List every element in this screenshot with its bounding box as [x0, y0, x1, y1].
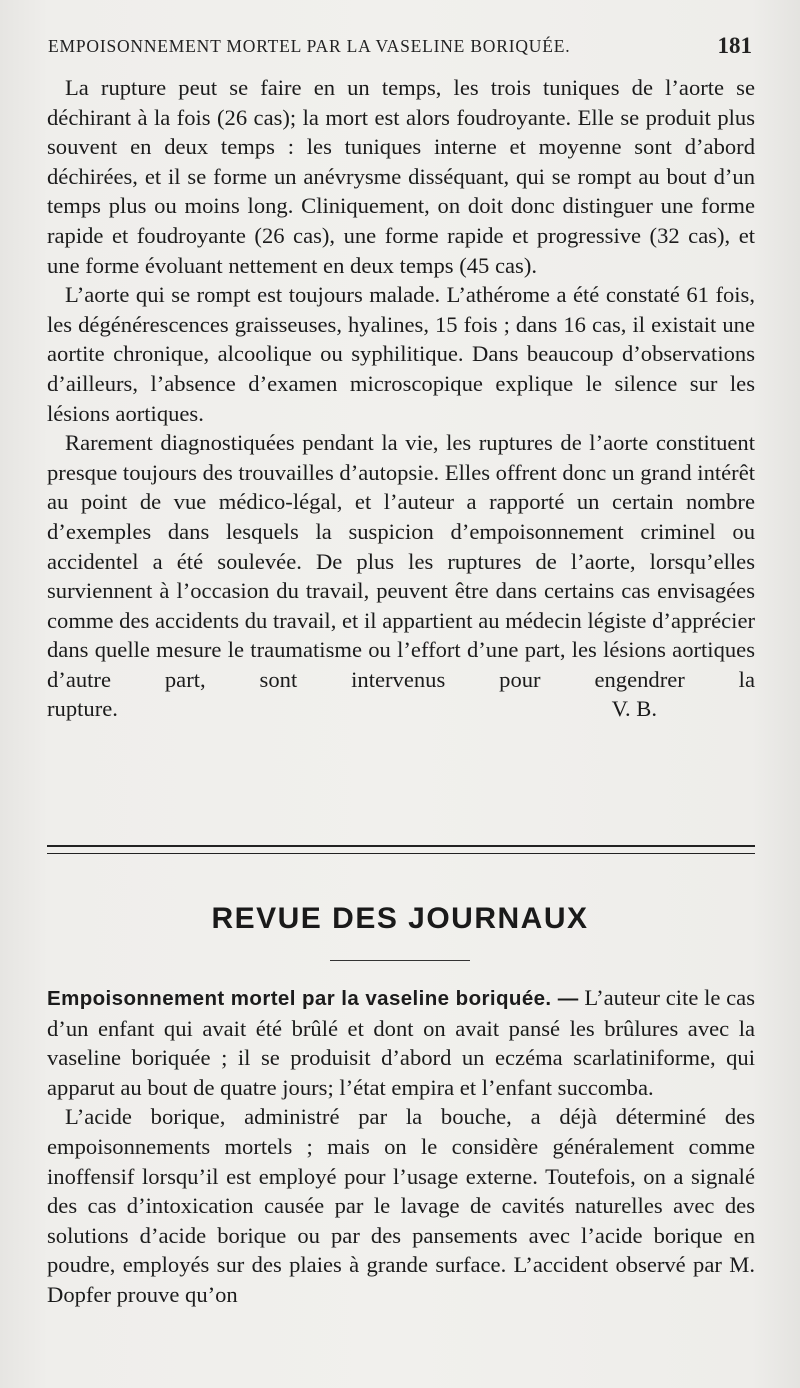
paragraph: Rarement diagnostiquées pendant la vie, les ruptures de l’aorte constituent presque toujours des trouvailles d’autopsie. Elles offrent donc un grand intérêt au point de vue médico-légal, et l’auteur a rapporté un certain nombre d’exemples dans lesquels la suspicion d’empoisonnement criminel ou accidentel a été soulevée. De plus les ruptures de l’aorte, lorsqu’elles surviennent à l’occasion du travail, peuvent être dans certains cas envisagées comme des accidents du travail, et il appartient au médecin légiste d’apprécier dans quelle mesure le traumatisme ou l’effort d’une part, les lésions aortiques d’autre part, sont intervenus pour engendrer la: [47, 430, 755, 692]
running-head: [48, 33, 752, 62]
paragraph: L’aorte qui se rompt est toujours malade. L’athérome a été constaté 61 fois, les dégénérescences graisseuses, hyalines, 15 fois ; dans 16 cas, il existait une aortite chronique, alcoolique ou syphilitique. Dans beaucoup d’observations d’ailleurs, l’absence d’examen microscopique explique le silence sur les lésions aortiques.: [47, 282, 755, 426]
previous-article-text: [47, 73, 755, 724]
article-text: [47, 983, 755, 1310]
article-first-paragraph: [47, 983, 755, 1102]
article-title: Empoisonnement mortel par la vaseline boriquée. —: [47, 987, 579, 1010]
article-intro: L’auteur cite le cas d’un enfant qui avait été brûlé et dont on avait pansé les brûlures avec la vaseline boriquée ; il se produisit d’abord un eczéma scarlatiniforme, qui apparut au bout de quatre jours; l’état empira et l’enfant succomba.: [47, 985, 756, 1100]
short-rule-divider: [330, 960, 470, 961]
page-number: 181: [717, 33, 752, 58]
section-heading: REVUE DES JOURNAUX: [211, 902, 589, 935]
author-signature: V. B.: [611, 696, 657, 722]
paragraph: La rupture peut se faire en un temps, les trois tuniques de l’aorte se déchirant à la fois (26 cas); la mort est alors foudroyante. Elle se produit plus souvent en deux temps : les tuniques interne et moyenne sont d’abord déchirées, et il se forme un anévrysme disséquant, qui se rompt au bout d’un temps plus ou moins long. Cliniquement, on doit donc distinguer une forme rapide et foudroyante (26 cas), une forme rapide et progressive (32 cas), et une forme évoluant nettement en deux temps (45 cas).: [47, 75, 755, 278]
double-rule-divider: [47, 845, 755, 854]
running-head-title: EMPOISONNEMENT MORTEL PAR LA VASELINE BORIQUÉE.: [48, 36, 571, 56]
paragraph-end: rupture.: [47, 696, 118, 722]
signature-line: [47, 694, 755, 724]
paragraph: L’acide borique, administré par la bouche, a déjà déterminé des empoisonnements mortels ; mais on le considère généralement comme inoffensif lorsqu’il est employé pour l’usage externe. Toutefois, on a signalé des cas d’intoxication causée par le lavage de cavités naturelles avec des solutions d’acide borique ou par des pansements avec l’acide borique en poudre, employés sur des plaies à grande surface. L’accident observé par M. Dopfer prouve qu’on: [47, 1104, 755, 1307]
